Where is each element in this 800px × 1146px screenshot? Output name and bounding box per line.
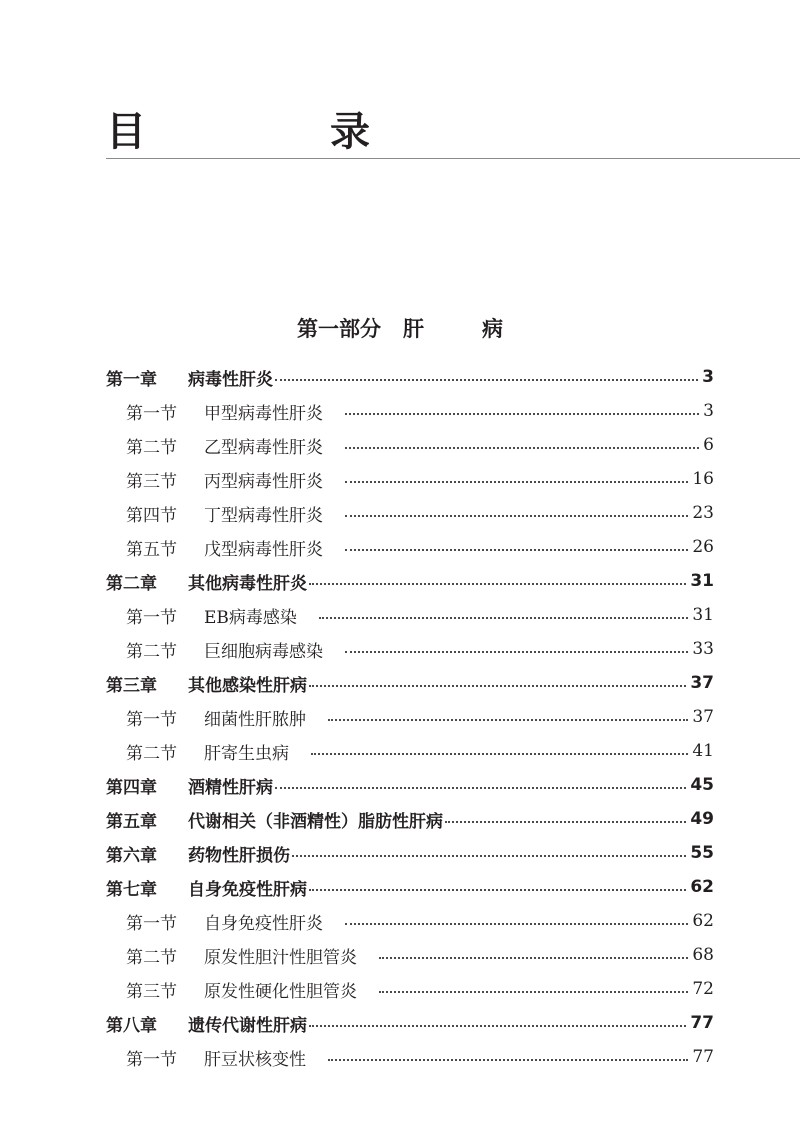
chapter-number: 第三章 xyxy=(106,675,157,696)
chapter-number: 第八章 xyxy=(106,1015,157,1036)
part-name-first: 肝 xyxy=(402,316,424,341)
page-number: 3 xyxy=(703,401,714,421)
chapter-title: 酒精性肝病 xyxy=(188,777,273,798)
page-number: 62 xyxy=(692,911,714,931)
section-number: 第四节 xyxy=(126,505,177,526)
toc-chapter-row[interactable] xyxy=(106,1006,714,1040)
part-heading xyxy=(0,314,800,344)
page-number: 49 xyxy=(690,809,714,829)
toc-section-row[interactable] xyxy=(126,530,714,564)
chapter-number: 第六章 xyxy=(106,845,157,866)
toc-chapter-row[interactable] xyxy=(106,360,714,394)
section-title: 戊型病毒性肝炎 xyxy=(204,539,323,560)
page-number: 41 xyxy=(692,741,714,761)
dot-leader xyxy=(345,549,688,551)
section-title: EB病毒感染 xyxy=(204,607,297,628)
dot-leader xyxy=(345,923,688,925)
page-number: 62 xyxy=(690,877,714,897)
section-number: 第一节 xyxy=(126,1049,177,1070)
dot-leader xyxy=(275,787,686,789)
toc-section-row[interactable] xyxy=(126,496,714,530)
section-title: 肝豆状核变性 xyxy=(204,1049,306,1070)
chapter-title: 自身免疫性肝病 xyxy=(188,879,307,900)
chapter-number: 第四章 xyxy=(106,777,157,798)
page-number: 37 xyxy=(692,707,714,727)
toc-section-row[interactable] xyxy=(126,598,714,632)
section-number: 第三节 xyxy=(126,471,177,492)
page-number: 77 xyxy=(690,1013,714,1033)
chapter-number: 第一章 xyxy=(106,369,157,390)
dot-leader xyxy=(319,617,688,619)
toc-chapter-row[interactable] xyxy=(106,564,714,598)
dot-leader xyxy=(345,481,688,483)
dot-leader xyxy=(345,413,699,415)
section-number: 第一节 xyxy=(126,403,177,424)
section-number: 第二节 xyxy=(126,641,177,662)
section-title: 乙型病毒性肝炎 xyxy=(204,437,323,458)
section-title: 肝寄生虫病 xyxy=(204,743,289,764)
dot-leader xyxy=(292,855,686,857)
chapter-title: 其他感染性肝病 xyxy=(188,675,307,696)
toc-section-row[interactable] xyxy=(126,904,714,938)
page-number: 6 xyxy=(703,435,714,455)
page-number: 31 xyxy=(692,605,714,625)
dot-leader xyxy=(345,447,699,449)
chapter-title: 病毒性肝炎 xyxy=(188,369,273,390)
dot-leader xyxy=(309,685,686,687)
chapter-title: 其他病毒性肝炎 xyxy=(188,573,307,594)
part-name-second: 病 xyxy=(481,316,503,341)
page-number: 26 xyxy=(692,537,714,557)
section-title: 自身免疫性肝炎 xyxy=(204,913,323,934)
dot-leader xyxy=(379,957,688,959)
section-number: 第一节 xyxy=(126,607,177,628)
toc-chapter-row[interactable] xyxy=(106,802,714,836)
section-number: 第二节 xyxy=(126,437,177,458)
section-number: 第三节 xyxy=(126,981,177,1002)
page-number: 55 xyxy=(690,843,714,863)
section-title: 原发性胆汁性胆管炎 xyxy=(204,947,357,968)
page-number: 33 xyxy=(692,639,714,659)
dot-leader xyxy=(345,515,688,517)
chapter-title: 遗传代谢性肝病 xyxy=(188,1015,307,1036)
toc-section-row[interactable] xyxy=(126,428,714,462)
chapter-title: 代谢相关（非酒精性）脂肪性肝病 xyxy=(188,811,443,832)
section-number: 第二节 xyxy=(126,743,177,764)
dot-leader xyxy=(379,991,688,993)
dot-leader xyxy=(275,379,698,381)
section-title: 原发性硬化性胆管炎 xyxy=(204,981,357,1002)
section-number: 第二节 xyxy=(126,947,177,968)
toc-section-row[interactable] xyxy=(126,462,714,496)
page-title: 目 录 xyxy=(106,109,442,155)
section-number: 第五节 xyxy=(126,539,177,560)
section-number: 第一节 xyxy=(126,913,177,934)
toc-section-row[interactable] xyxy=(126,938,714,972)
dot-leader xyxy=(328,1059,688,1061)
chapter-number: 第二章 xyxy=(106,573,157,594)
page-number: 3 xyxy=(702,367,714,387)
toc-chapter-row[interactable] xyxy=(106,870,714,904)
dot-leader xyxy=(309,583,686,585)
toc-section-row[interactable] xyxy=(126,632,714,666)
part-label: 第一部分 xyxy=(297,316,382,341)
section-number: 第一节 xyxy=(126,709,177,730)
toc-section-row[interactable] xyxy=(126,972,714,1006)
page-number: 77 xyxy=(692,1047,714,1067)
toc-section-row[interactable] xyxy=(126,700,714,734)
dot-leader xyxy=(345,651,688,653)
page-number: 23 xyxy=(692,503,714,523)
dot-leader xyxy=(309,889,686,891)
section-title: 丁型病毒性肝炎 xyxy=(204,505,323,526)
section-title: 细菌性肝脓肿 xyxy=(204,709,306,730)
dot-leader xyxy=(328,719,688,721)
chapter-number: 第七章 xyxy=(106,879,157,900)
page-number: 16 xyxy=(692,469,714,489)
page-number: 72 xyxy=(692,979,714,999)
dot-leader xyxy=(309,1025,686,1027)
section-title: 巨细胞病毒感染 xyxy=(204,641,323,662)
page-number: 37 xyxy=(690,673,714,693)
dot-leader xyxy=(311,753,688,755)
toc-section-row[interactable] xyxy=(126,734,714,768)
page-number: 68 xyxy=(692,945,714,965)
section-title: 丙型病毒性肝炎 xyxy=(204,471,323,492)
chapter-number: 第五章 xyxy=(106,811,157,832)
page-number: 31 xyxy=(690,571,714,591)
section-title: 甲型病毒性肝炎 xyxy=(204,403,323,424)
toc-section-row[interactable] xyxy=(126,394,714,428)
page-number: 45 xyxy=(690,775,714,795)
chapter-title: 药物性肝损伤 xyxy=(188,845,290,866)
title-divider xyxy=(106,158,800,159)
toc-section-row[interactable] xyxy=(126,1040,714,1074)
toc-chapter-row[interactable] xyxy=(106,768,714,802)
toc-chapter-row[interactable] xyxy=(106,666,714,700)
toc-chapter-row[interactable] xyxy=(106,836,714,870)
dot-leader xyxy=(445,821,686,823)
